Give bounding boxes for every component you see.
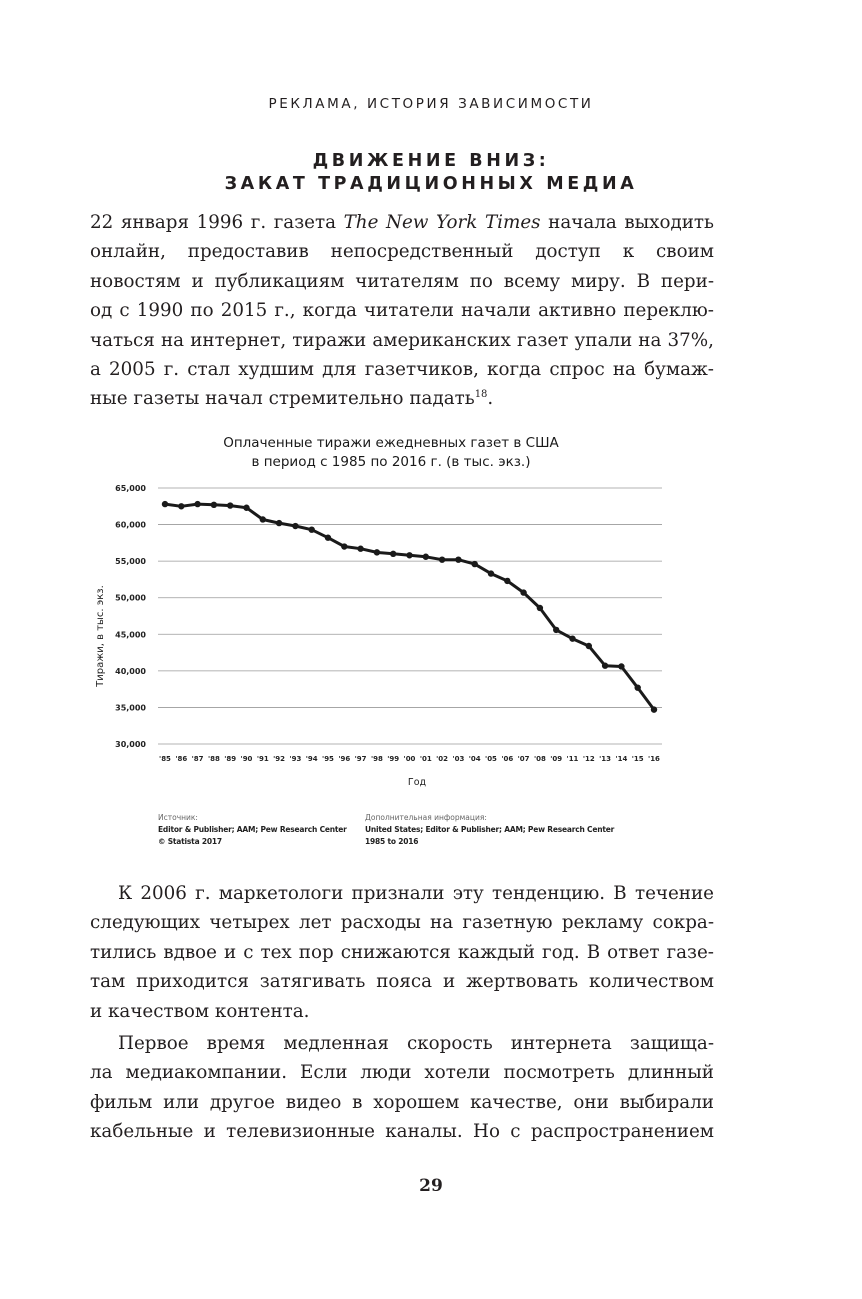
newspaper-name: The New York Times [343,212,541,233]
x-axis-label: Год [407,777,427,788]
series-line [165,504,654,709]
paragraph-line: кабельные и телевизионные каналы. Но с распространением [90,1121,714,1143]
x-tick-label: '85 [159,755,171,763]
data-point [243,505,249,511]
data-point [618,663,624,669]
data-point [569,635,575,641]
data-point [553,627,559,633]
source-line-2: © Statista 2017 [158,837,222,846]
chart [0,420,862,860]
x-tick-label: '05 [485,755,497,763]
paragraph-line: 22 января 1996 г. газета The New York Times начала выходить [90,212,714,233]
x-tick-label: '96 [338,755,351,763]
section-title-line-1: ДВИЖЕНИЕ ВНИЗ: [312,151,550,171]
x-tick-label: '99 [387,755,400,763]
paragraph-line: ла медиакомпании. Если люди хотели посмотреть длинный [90,1062,714,1084]
x-tick-label: '07 [517,755,530,763]
additional-label: Дополнительная информация: [365,813,487,822]
x-tick-label: '03 [452,755,465,763]
y-tick-label: 45,000 [115,630,146,640]
y-tick-label: 50,000 [115,593,146,603]
paragraph-line: тились вдвое и с тех пор снижаются каждый год. В ответ газе- [90,941,714,963]
data-point [390,551,396,557]
data-point [455,556,461,562]
data-point [309,526,315,532]
paragraph-line: новостям и публикациям читателям по всему миру. В пери- [90,270,714,292]
running-head: РЕКЛАМА, ИСТОРИЯ ЗАВИСИМОСТИ [268,96,594,112]
paragraph-line: и качеством контента. [90,1000,310,1022]
x-tick-label: '15 [631,755,644,763]
paragraph-1 [90,208,714,414]
data-point [602,663,608,669]
data-point [651,706,657,712]
x-tick-label: '08 [533,755,546,763]
x-tick-label: '91 [256,755,269,763]
data-point [341,543,347,549]
x-tick-label: '88 [207,755,220,763]
paragraph-3 [90,1029,714,1147]
x-tick-label: '01 [419,755,432,763]
y-tick-label: 40,000 [115,666,146,676]
x-tick-label: '97 [354,755,367,763]
data-point [227,502,233,508]
data-point [357,546,363,552]
x-tick-label: '14 [615,755,628,763]
data-point [178,503,184,509]
data-point [520,589,526,595]
chart-subtitle-line: в период с 1985 по 2016 г. (в тыс. экз.) [251,454,531,470]
x-tick-label: '04 [468,755,481,763]
source-label: Источник: [158,813,198,822]
y-tick-label: 30,000 [115,740,146,749]
x-tick-label: '00 [403,755,416,763]
x-tick-label: '93 [289,755,302,763]
paragraph-line: чаться на интернет, тиражи американских газет упали на 37%, [90,329,714,351]
data-point [537,605,543,611]
data-point [162,501,168,507]
x-tick-label: '02 [436,755,449,763]
x-tick-label: '92 [273,755,286,763]
x-tick-label: '86 [175,755,188,763]
data-point [276,520,282,526]
x-tick-label: '09 [550,755,563,763]
data-point [423,554,429,560]
paragraph-line: следующих четырех лет расходы на газетную рекламу сокра- [90,912,714,934]
source-block [158,812,347,848]
data-point [504,578,510,584]
additional-line-1: United States; Editor & Publisher; AAM; Pew Research Center [365,825,615,834]
data-point [635,684,641,690]
data-point [406,552,412,558]
data-point [292,523,298,529]
data-point [472,561,478,567]
y-tick-label: 55,000 [115,557,146,567]
paragraph-line: там приходится затягивать пояса и жертвовать количеством [90,971,714,993]
additional-info-block [365,812,614,848]
additional-line-2: 1985 to 2016 [365,837,419,846]
chart-title-line: Оплаченные тиражи ежедневных газет в США [223,435,559,451]
x-tick-label: '94 [305,755,318,763]
data-point [488,570,494,576]
x-tick-label: '87 [191,755,204,763]
x-tick-label: '98 [370,755,383,763]
paragraph-line: фильм или другое видео в хорошем качестве, они выбирали [90,1091,714,1113]
data-point [260,516,266,522]
paragraph-line: Первое время медленная скорость интернета защища- [118,1033,714,1054]
paragraph-line: а 2005 г. стал худшим для газетчиков, когда спрос на бумаж- [90,359,714,381]
x-tick-label: '16 [648,755,660,763]
paragraph-line: од с 1990 по 2015 г., когда читатели начали активно переклю- [90,300,714,322]
source-line-1: Editor & Publisher; AAM; Pew Research Center [158,825,347,834]
data-point [211,502,217,508]
footnote-reference[interactable]: 18 [474,389,488,401]
paragraph-line: К 2006 г. маркетологи признали эту тенденцию. В течение [118,883,714,904]
data-point [374,549,380,555]
x-tick-label: '12 [582,755,595,763]
data-point [194,501,200,507]
y-axis-label: Тиражи, в тыс. экз. [95,585,106,687]
x-tick-label: '13 [599,755,612,763]
y-tick-label: 65,000 [115,484,146,493]
line-chart [0,420,862,860]
data-point [325,535,331,541]
x-tick-label: '89 [224,755,237,763]
x-tick-label: '90 [240,755,253,763]
page-number: 29 [419,1176,443,1196]
paragraph-2 [90,879,714,1026]
y-tick-label: 35,000 [115,703,146,713]
x-tick-label: '95 [322,755,334,763]
paragraph-line: онлайн, предоставив непосредственный доступ к своим [90,241,714,263]
data-point [586,643,592,649]
x-tick-label: '11 [566,755,579,763]
paragraph-line: ные газеты начал стремительно падать$^{18}$. [90,388,494,410]
x-tick-label: '06 [501,755,514,763]
data-point [439,556,445,562]
section-title [0,150,862,196]
y-tick-label: 60,000 [115,520,146,530]
section-title-line-2: ЗАКАТ ТРАДИЦИОННЫХ МЕДИА [224,174,638,194]
